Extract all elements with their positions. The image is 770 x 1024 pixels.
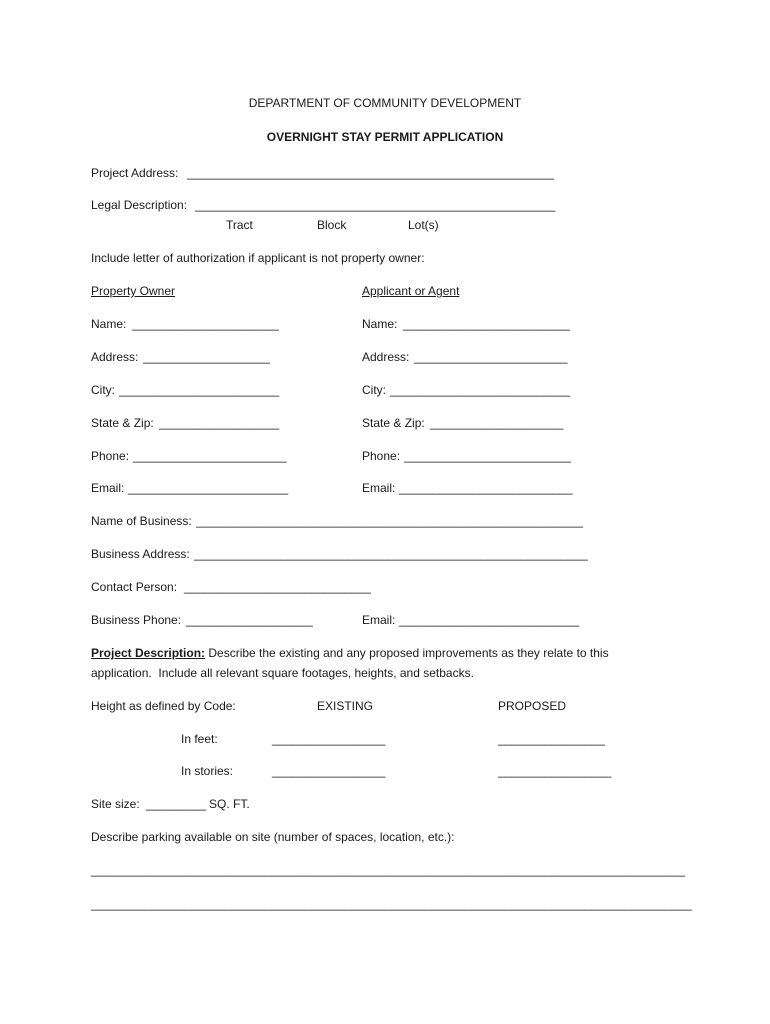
project-description-line1 [91, 646, 609, 660]
owner-email-field[interactable]: ________________________ [128, 481, 289, 495]
legal-description-label: Legal Description: [91, 198, 188, 212]
business-name-field[interactable]: __________________________________________________________ [196, 514, 584, 528]
business-name-label: Name of Business: [91, 514, 192, 528]
applicant-state-zip-label: State & Zip: [362, 416, 425, 430]
applicant-city-label: City: [362, 383, 386, 397]
proposed-stories-field[interactable]: _________________ [498, 764, 612, 778]
business-phone-field[interactable]: ___________________ [186, 613, 313, 627]
owner-city-field[interactable]: ________________________ [119, 383, 280, 397]
applicant-name-field[interactable]: _________________________ [403, 317, 570, 331]
in-feet-label: In feet: [181, 732, 218, 746]
department-heading: DEPARTMENT OF COMMUNITY DEVELOPMENT [248, 96, 522, 110]
applicant-name-label: Name: [362, 317, 398, 331]
applicant-city-field[interactable]: ___________________________ [390, 383, 571, 397]
owner-state-zip-field[interactable]: __________________ [159, 416, 280, 430]
applicant-email-label: Email: [362, 481, 396, 495]
property-owner-heading: Property Owner [91, 284, 176, 298]
form-title: OVERNIGHT STAY PERMIT APPLICATION [266, 130, 504, 144]
legal-description-field[interactable]: ______________________________________________________ [195, 198, 556, 212]
tract-label: Tract [226, 218, 253, 232]
applicant-heading: Applicant or Agent [362, 284, 460, 298]
applicant-phone-label: Phone: [362, 449, 401, 463]
owner-state-zip-label: State & Zip: [91, 416, 154, 430]
applicant-address-field[interactable]: _______________________ [414, 350, 568, 364]
parking-label: Describe parking available on site (number of spaces, location, etc.): [91, 830, 455, 844]
applicant-state-zip-field[interactable]: ____________________ [430, 416, 564, 430]
applicant-email-field[interactable]: __________________________ [399, 481, 573, 495]
business-address-field[interactable]: ___________________________________________________________ [194, 547, 588, 561]
applicant-phone-field[interactable]: _________________________ [404, 449, 571, 463]
parking-line-1[interactable]: _________________________________________________________________________________________ [91, 863, 685, 877]
proposed-feet-field[interactable]: ________________ [498, 732, 605, 746]
owner-address-label: Address: [91, 350, 139, 364]
contact-person-field[interactable]: ____________________________ [184, 580, 371, 594]
business-address-label: Business Address: [91, 547, 190, 561]
owner-address-field[interactable]: ___________________ [143, 350, 270, 364]
business-email-label: Email: [362, 613, 396, 627]
proposed-column-heading: PROPOSED [498, 699, 567, 713]
owner-name-label: Name: [91, 317, 127, 331]
authorization-note: Include letter of authorization if applicant is not property owner: [91, 251, 425, 265]
owner-phone-label: Phone: [91, 449, 130, 463]
site-size-label: Site size: [91, 797, 140, 811]
project-description-text1: Describe the existing and any proposed improvements as they relate to this [205, 646, 609, 660]
existing-feet-field[interactable]: _________________ [272, 732, 386, 746]
business-phone-label: Business Phone: [91, 613, 182, 627]
owner-name-field[interactable]: ______________________ [132, 317, 279, 331]
project-address-field[interactable]: _______________________________________________________ [187, 166, 555, 180]
site-size-unit: SQ. FT. [209, 797, 250, 811]
block-label: Block [317, 218, 347, 232]
project-address-label: Project Address: [91, 166, 179, 180]
parking-line-2[interactable]: __________________________________________________________________________________________ [91, 897, 692, 911]
project-description-text2: application. Include all relevant square footages, heights, and setbacks. [91, 666, 474, 680]
in-stories-label: In stories: [181, 764, 234, 778]
owner-email-label: Email: [91, 481, 125, 495]
lots-label: Lot(s) [408, 218, 439, 232]
owner-phone-field[interactable]: _______________________ [133, 449, 287, 463]
height-label: Height as defined by Code: [91, 699, 236, 713]
applicant-address-label: Address: [362, 350, 410, 364]
existing-stories-field[interactable]: _________________ [272, 764, 386, 778]
owner-city-label: City: [91, 383, 115, 397]
business-email-field[interactable]: ___________________________ [399, 613, 580, 627]
site-size-field[interactable]: _________ [146, 797, 207, 811]
project-description-label: Project Description: [91, 646, 206, 660]
contact-person-label: Contact Person: [91, 580, 178, 594]
existing-column-heading: EXISTING [317, 699, 374, 713]
